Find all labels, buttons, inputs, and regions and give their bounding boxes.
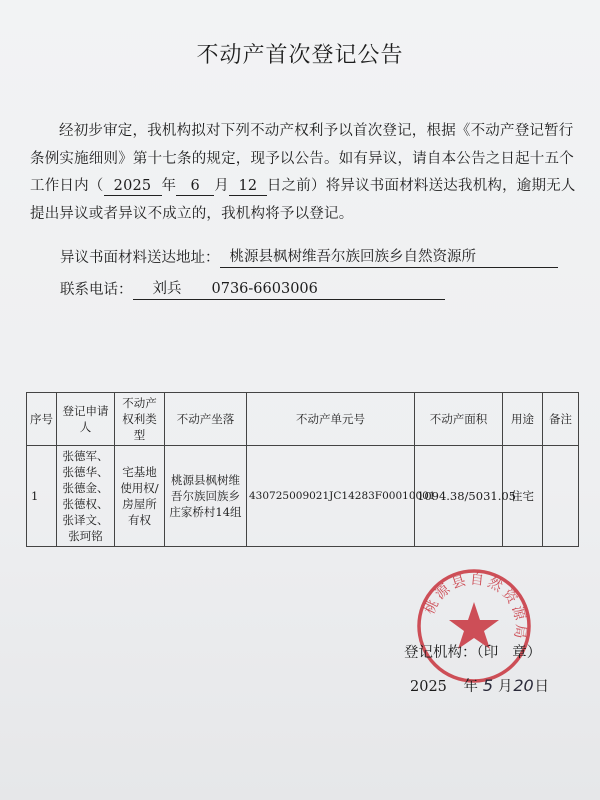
col-header-remark: 备注 — [543, 393, 579, 446]
paragraph-text-2: 日之前）将异议书面材料送达我机构，逾期无人提出异议或者异议不成立的，我机构将予以登记。 — [30, 178, 576, 222]
date-year-unit: 年 — [463, 679, 479, 695]
address-row — [60, 247, 558, 268]
sign-suffix: 章） — [512, 645, 542, 661]
col-header-applicants: 登记申请人 — [57, 393, 115, 446]
month-unit: 月 — [214, 178, 229, 194]
issuing-authority — [404, 641, 541, 662]
cell-area: 1094.38/5031.05 — [415, 446, 503, 547]
date-day-unit: 日 — [534, 679, 550, 695]
year-unit: 年 — [161, 178, 177, 194]
registration-table — [26, 392, 579, 547]
contact-name: 刘兵 — [152, 281, 182, 297]
cell-no: 1 — [27, 446, 57, 547]
cell-use: 住宅 — [503, 446, 543, 547]
page-title: 不动产首次登记公告 — [196, 43, 404, 68]
date-year: 2025 — [410, 679, 447, 695]
col-header-no: 序号 — [27, 393, 57, 446]
col-header-area: 不动产面积 — [415, 393, 503, 446]
address-value: 桃源县枫树维吾尔族回族乡自然资源所 — [220, 247, 558, 268]
cell-applicants: 张德军、张德华、张德金、张德权、张译文、张珂铭 — [57, 446, 115, 547]
seal-text: 桃源县自然资源局 — [421, 571, 529, 643]
date-month: 5 — [482, 676, 494, 695]
contact-value — [133, 279, 445, 300]
col-header-right-type: 不动产权利类型 — [115, 393, 165, 446]
issue-date — [410, 675, 549, 696]
sign-label: 登记机构：（印 — [404, 645, 499, 661]
deadline-month: 6 — [176, 177, 214, 196]
official-seal-icon — [416, 568, 532, 684]
deadline-year: 2025 — [104, 177, 162, 196]
col-header-use: 用途 — [503, 393, 543, 446]
cell-location: 桃源县枫树维吾尔族回族乡庄家桥村14组 — [165, 446, 247, 547]
deadline-day: 12 — [229, 177, 267, 196]
contact-phone: 0736-6603006 — [211, 281, 318, 297]
notice-paragraph — [30, 118, 578, 228]
address-label: 异议书面材料送达地址： — [60, 250, 220, 266]
col-header-location: 不动产坐落 — [165, 393, 247, 446]
paragraph-text-1: 经初步审定，我机构拟对下列不动产权利予以首次登记，根据《不动产登记暂行条例实施细则》第十七条的规定，现予以公告。如有异议，请自本公告之日起十五个工作日内（ — [30, 123, 574, 194]
table-header-row — [27, 393, 579, 446]
cell-right-type: 宅基地使用权/房屋所有权 — [115, 446, 165, 547]
date-month-unit: 月 — [498, 679, 513, 695]
cell-remark — [543, 446, 579, 547]
table-row — [27, 446, 579, 547]
contact-label: 联系电话： — [60, 282, 133, 298]
cell-unit-no: 430725009021JC14283F00010001 — [247, 446, 415, 547]
date-day: 20 — [513, 676, 534, 695]
contact-row — [60, 279, 445, 300]
col-header-unit-no: 不动产单元号 — [247, 393, 415, 446]
